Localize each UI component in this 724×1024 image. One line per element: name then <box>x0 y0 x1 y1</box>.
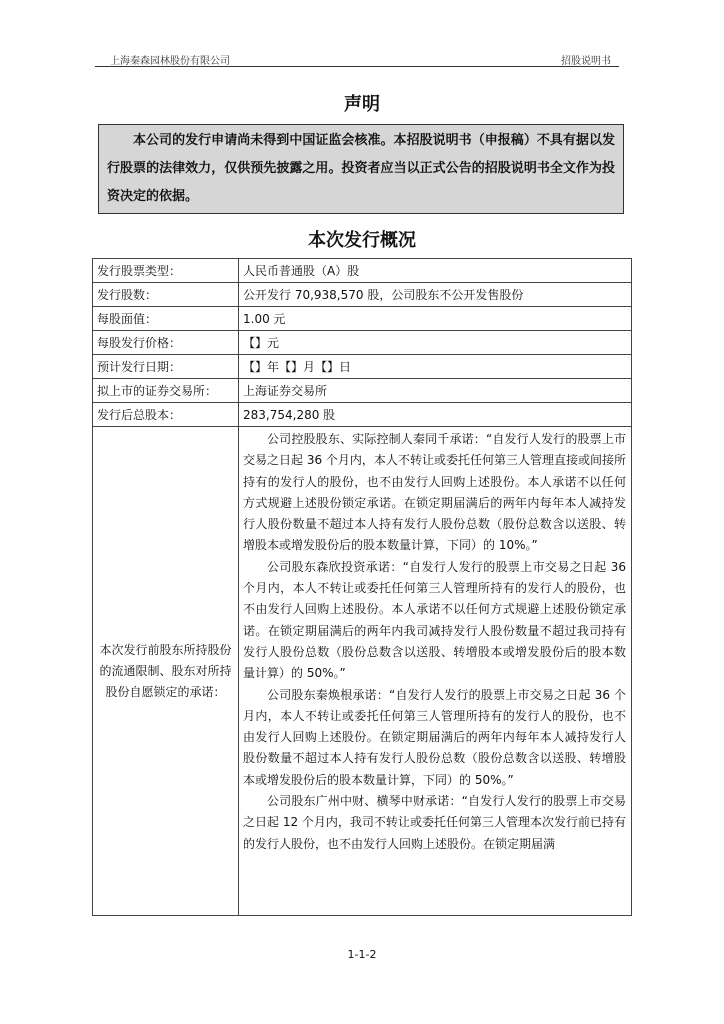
row-label: 发行后总股本： <box>93 403 239 427</box>
row-label: 拟上市的证券交易所： <box>93 379 239 403</box>
row-value: 【】元 <box>239 331 632 355</box>
row-value: 人民币普通股（A）股 <box>239 259 632 283</box>
table-row <box>93 283 632 307</box>
row-value: 【】年【】月【】日 <box>239 355 632 379</box>
header-doc-type: 招股说明书 <box>561 56 611 67</box>
declaration-notice: 本公司的发行申请尚未得到中国证监会核准。本招股说明书（申报稿）不具有据以发行股票的法律效力，仅供预先披露之用。投资者应当以正式公告的招股说明书全文作为投资决定的依据。 <box>98 124 624 214</box>
row-value: 公开发行 70,938,570 股，公司股东不公开发售股份 <box>239 283 632 307</box>
lockup-commitments <box>239 427 632 916</box>
row-value: 1.00 元 <box>239 307 632 331</box>
header-company: 上海秦森园林股份有限公司 <box>110 56 230 67</box>
row-value: 283,754,280 股 <box>239 403 632 427</box>
overview-table <box>92 258 632 916</box>
table-row <box>93 379 632 403</box>
row-value: 上海证券交易所 <box>239 379 632 403</box>
lockup-label: 本次发行前股东所持股份的流通限制、股东对所持股份自愿锁定的承诺： <box>93 427 239 916</box>
page-number: 1-1-2 <box>347 948 377 961</box>
commitment-paragraph: 公司控股股东、实际控制人秦同千承诺：“自发行人发行的股票上市交易之日起 36 个月内，本人不转让或委托任何第三人管理直接或间接所持有的发行人的股份，也不由发行人回购上述股份。本人承诺不以任何方式规避上述股份锁定承诺。在锁定期届满后的两年内每年本人减持发行人股份数量不超过本人持有发行人股份总数（股份总数含以送股、转增股本或增发股份后的股本数量计算，下同）的 10%。” <box>243 432 626 553</box>
row-label: 每股发行价格： <box>93 331 239 355</box>
row-label: 发行股票类型： <box>93 259 239 283</box>
page-header <box>95 48 619 67</box>
table-row <box>93 307 632 331</box>
overview-title: 本次发行概况 <box>308 230 416 251</box>
row-label: 发行股数： <box>93 283 239 307</box>
lockup-row <box>93 427 632 916</box>
declaration-title: 声明 <box>344 94 380 115</box>
commitment-paragraph: 公司股东广州中财、横琴中财承诺：“自发行人发行的股票上市交易之日起 12 个月内，我司不转让或委托任何第三人管理本次发行前已持有的发行人股份，也不由发行人回购上述股份。在锁定期届满 <box>243 794 626 851</box>
table-row <box>93 259 632 283</box>
commitment-paragraph: 公司股东森欣投资承诺：“自发行人发行的股票上市交易之日起 36 个月内，本人不转让或委托任何第三人管理所持有的发行人的股份，也不由发行人回购上述股份。本人承诺不以任何方式规避上述股份锁定承诺。在锁定期届满后的两年内我司减持发行人股份数量不超过我司持有发行人股份总数（股份总数含以送股、转增股本或增发股份后的股本数量计算）的 50%。” <box>243 559 626 681</box>
row-label: 每股面值： <box>93 307 239 331</box>
commitment-paragraph: 公司股东秦焕根承诺：“自发行人发行的股票上市交易之日起 36 个月内，本人不转让或委托任何第三人管理所持有的发行人的股份，也不由发行人回购上述股份。在锁定期届满后的两年内每年本人减持发行人股份数量不超过本人持有发行人股份总数（股份总数含以送股、转增股本或增发股份后的股本数量计算，下同）的 50%。” <box>243 687 626 787</box>
table-row <box>93 331 632 355</box>
row-label: 预计发行日期： <box>93 355 239 379</box>
table-row <box>93 355 632 379</box>
table-row <box>93 403 632 427</box>
